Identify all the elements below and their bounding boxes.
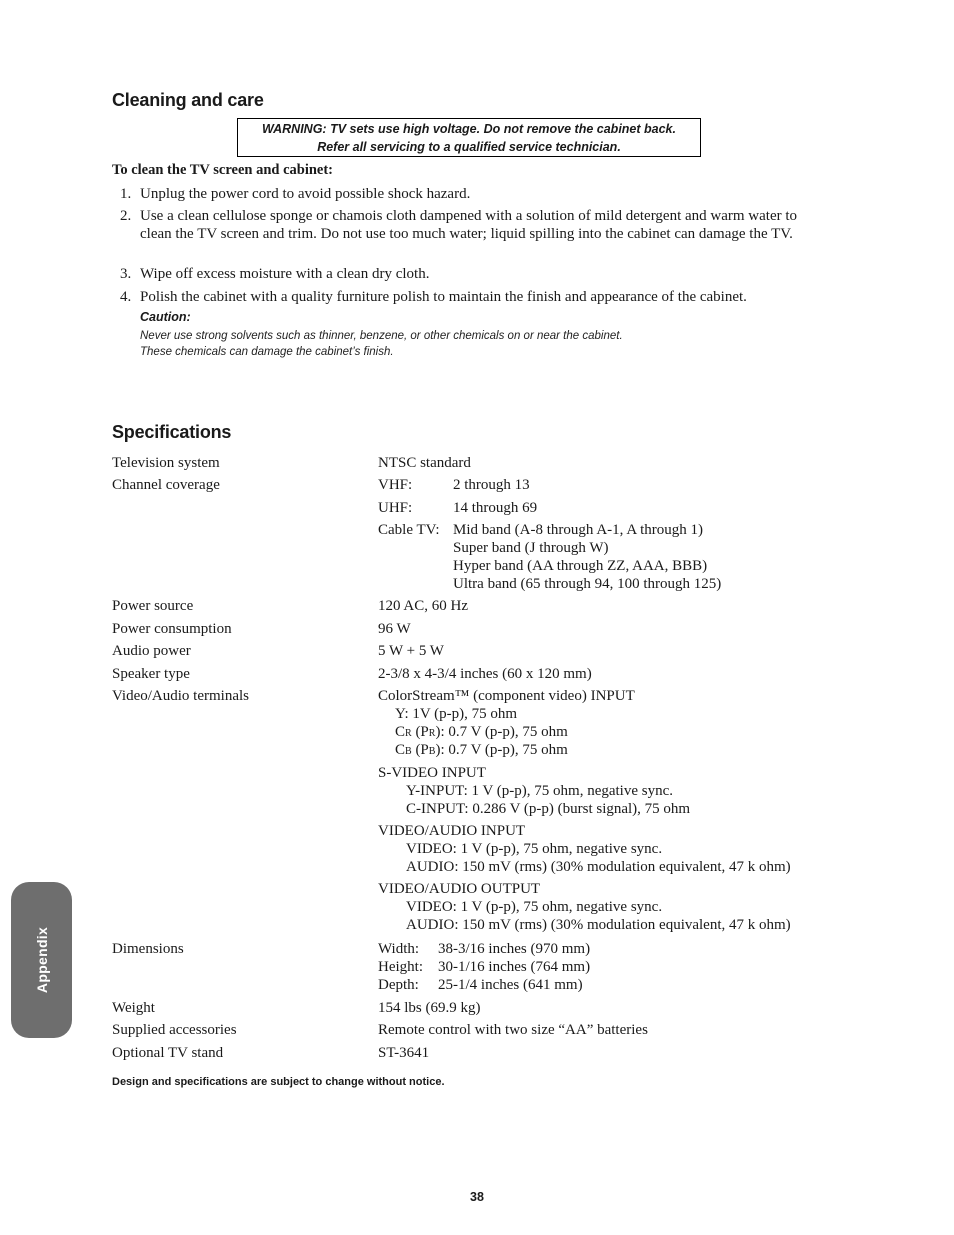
spec-value: ST-3641 <box>378 1045 430 1061</box>
spec-value <box>395 723 568 743</box>
pr-subscript: R <box>428 728 436 739</box>
spec-value: VIDEO: 1 V (p-p), 75 ohm, negative sync. <box>406 899 663 915</box>
step-number: 2. <box>120 208 132 224</box>
spec-value: AUDIO: 150 mV (rms) (30% modulation equivalent, 47 k ohm) <box>406 917 791 933</box>
spec-label: Power consumption <box>112 621 232 637</box>
spec-label: Channel coverage <box>112 477 220 493</box>
step-number: 3. <box>120 266 132 282</box>
caution-line-1: Never use strong solvents such as thinner, benzene, or other chemicals on or near the cabinet. <box>140 330 623 342</box>
spec-label: Speaker type <box>112 666 190 682</box>
cr-subscript: R <box>405 728 412 739</box>
spec-value: 14 through 69 <box>453 500 538 516</box>
spec-value: VIDEO/AUDIO INPUT <box>378 823 526 839</box>
page-number: 38 <box>470 1190 484 1204</box>
spec-key: UHF: <box>378 500 413 516</box>
caution-label: Caution: <box>140 310 191 324</box>
spec-label: Television system <box>112 455 220 471</box>
spec-value: S-VIDEO INPUT <box>378 765 486 781</box>
spec-key: Height: <box>378 959 423 975</box>
spec-key: VHF: <box>378 477 413 493</box>
spec-key: Depth: <box>378 977 419 993</box>
footnote: Design and specifications are subject to change without notice. <box>112 1076 445 1088</box>
spec-label: Dimensions <box>112 941 184 957</box>
spec-value: C-INPUT: 0.286 V (p-p) (burst signal), 75 ohm <box>406 801 691 817</box>
spec-value <box>395 741 568 761</box>
caution-text <box>140 328 700 360</box>
cb-subscript: B <box>405 746 412 757</box>
spec-value: 2 through 13 <box>453 477 530 493</box>
spec-value: 120 AC, 60 Hz <box>378 598 468 614</box>
step-number: 4. <box>120 289 132 305</box>
spec-value: 5 W + 5 W <box>378 643 444 659</box>
spec-value: 25-1/4 inches (641 mm) <box>438 977 583 993</box>
cb-letter: C <box>395 742 406 758</box>
spec-label: Weight <box>112 1000 155 1016</box>
spec-value: Super band (J through W) <box>453 540 609 556</box>
cb-paren: (P <box>411 742 429 758</box>
warning-box <box>237 118 701 157</box>
step-text: Use a clean cellulose sponge or chamois cloth dampened with a solution of mild detergent and warm water to clean the TV screen and trim. Do not use too much water; liquid spilling into the cabinet can damage the TV. <box>140 208 798 242</box>
spec-label: Audio power <box>112 643 191 659</box>
warning-line-1: WARNING: TV sets use high voltage. Do not remove the cabinet back. <box>262 122 676 136</box>
step-number: 1. <box>120 186 132 202</box>
spec-value: Ultra band (65 through 94, 100 through 125) <box>453 576 722 592</box>
spec-value: 154 lbs (69.9 kg) <box>378 1000 481 1016</box>
pb-subscript: B <box>428 746 436 757</box>
spec-label: Optional TV stand <box>112 1045 224 1061</box>
spec-value: Remote control with two size “AA” batteries <box>378 1022 648 1038</box>
spec-value: 2-3/8 x 4-3/4 inches (60 x 120 mm) <box>378 666 592 682</box>
spec-value: NTSC standard <box>378 455 471 471</box>
spec-label: Supplied accessories <box>112 1022 237 1038</box>
spec-value: ColorStream™ (component video) INPUT <box>378 688 635 704</box>
spec-value: 30-1/16 inches (764 mm) <box>438 959 591 975</box>
spec-key: Width: <box>378 941 420 957</box>
spec-value: VIDEO/AUDIO OUTPUT <box>378 881 541 897</box>
spec-key: Cable TV: <box>378 522 440 538</box>
step-text: Unplug the power cord to avoid possible shock hazard. <box>140 186 471 202</box>
step-text: Wipe off excess moisture with a clean dry cloth. <box>140 266 430 282</box>
spec-value: 38-3/16 inches (970 mm) <box>438 941 591 957</box>
spec-label: Video/Audio terminals <box>112 688 249 704</box>
spec-value: Y: 1V (p-p), 75 ohm <box>395 706 518 722</box>
spec-value: AUDIO: 150 mV (rms) (30% modulation equivalent, 47 k ohm) <box>406 859 791 875</box>
spec-value: Y-INPUT: 1 V (p-p), 75 ohm, negative sync. <box>406 783 673 799</box>
cr-paren: (P <box>411 724 429 740</box>
spec-value: Mid band (A-8 through A-1, A through 1) <box>453 522 703 538</box>
cr-value: ): 0.7 V (p-p), 75 ohm <box>435 724 568 740</box>
step-text: Polish the cabinet with a quality furniture polish to maintain the finish and appearance of the cabinet. <box>140 289 747 305</box>
warning-line-2: Refer all servicing to a qualified service technician. <box>317 140 621 154</box>
cb-value: ): 0.7 V (p-p), 75 ohm <box>435 742 568 758</box>
caution-line-2: These chemicals can damage the cabinet’s finish. <box>140 346 394 358</box>
side-tab-label: Appendix <box>33 926 50 994</box>
spec-label: Power source <box>112 598 194 614</box>
specifications-title: Specifications <box>112 422 232 442</box>
spec-value: 96 W <box>378 621 411 637</box>
appendix-side-tab <box>11 882 72 1038</box>
cleaning-title: Cleaning and care <box>112 90 264 110</box>
cr-letter: C <box>395 724 406 740</box>
spec-value: VIDEO: 1 V (p-p), 75 ohm, negative sync. <box>406 841 663 857</box>
spec-value: Hyper band (AA through ZZ, AAA, BBB) <box>453 558 708 574</box>
cleaning-subheading: To clean the TV screen and cabinet: <box>112 162 334 178</box>
